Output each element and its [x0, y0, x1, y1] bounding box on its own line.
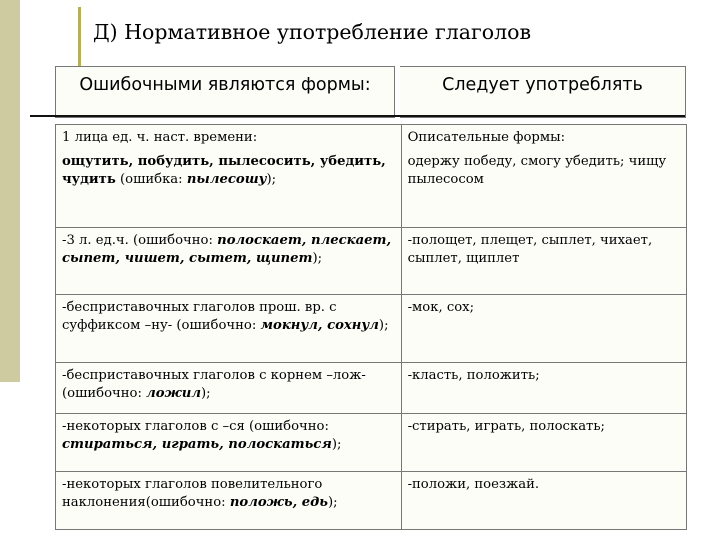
table-row — [56, 363, 687, 414]
correct-forms-text: одержу победу, смогу убедить; чищу пылесосом — [407, 154, 667, 187]
left-accent-bar — [0, 0, 20, 382]
correct-forms-text: -мок, сох; — [407, 300, 475, 315]
correct-form-cell — [401, 295, 686, 363]
correct-form-cell — [401, 472, 686, 530]
table-row — [56, 472, 687, 530]
wrong-forms-end: ); — [312, 251, 323, 266]
wrong-forms-italic: пылесошу — [186, 172, 267, 187]
wrong-forms-end: ); — [266, 172, 277, 187]
wrong-forms-text: -некоторых глаголов повелительного наклонения(ошибочно: — [62, 477, 323, 510]
correct-forms-text: -положи, поезжай. — [407, 477, 540, 492]
row-caption: 1 лица ед. ч. наст. времени: — [62, 130, 258, 145]
wrong-forms-end: ); — [378, 318, 389, 333]
header-wrong-forms: Ошибочными являются формы: — [55, 66, 395, 118]
wrong-forms-text: -бесприставочных глаголов прош. вр. с суффиксом –ну- (ошибочно: — [62, 300, 337, 333]
table-row — [56, 228, 687, 295]
verb-forms-table — [55, 124, 687, 530]
wrong-forms-bold: ощутить, побудить, пылесосить, убедить, чудить — [62, 154, 386, 187]
wrong-forms-end: ); — [201, 386, 211, 401]
decor-horizontal-line — [30, 115, 685, 117]
wrong-forms-text: -некоторых глаголов с –ся (ошибочно: — [62, 419, 329, 434]
wrong-forms-end: ); — [328, 495, 338, 510]
wrong-forms-italic: положь, едь — [229, 495, 329, 510]
wrong-form-cell — [56, 472, 402, 530]
wrong-forms-italic: стираться, играть, полоскаться — [62, 437, 332, 452]
wrong-forms-end: ); — [331, 437, 342, 452]
wrong-forms-italic: мокнул, сохнул — [260, 318, 379, 333]
wrong-form-cell — [56, 228, 402, 295]
correct-forms-text: -полощет, плещет, сыплет, чихает, сыплет, щиплет — [407, 233, 653, 266]
wrong-form-cell — [56, 363, 402, 414]
wrong-forms-text: -3 л. ед.ч. (ошибочно: — [62, 233, 218, 248]
row-caption: Описательные формы: — [407, 130, 566, 145]
correct-forms-text: -класть, положить; — [407, 368, 540, 383]
correct-form-cell — [401, 228, 686, 295]
correct-form-cell — [401, 414, 686, 472]
wrong-forms-italic: полоскает, плескает, сыпет, чишет, сытет, щипет — [62, 233, 392, 266]
wrong-form-cell — [56, 125, 402, 228]
slide-title: Д) Нормативное употребление глаголов — [93, 20, 531, 44]
wrong-forms-text: (ошибка: — [115, 172, 187, 187]
table-row — [56, 414, 687, 472]
wrong-form-cell — [56, 414, 402, 472]
wrong-forms-text: -бесприставочных глаголов с корнем –лож- (ошибочно: — [62, 368, 366, 401]
correct-forms-text: -стирать, играть, полоскать; — [407, 419, 605, 434]
wrong-form-cell — [56, 295, 402, 363]
table-row — [56, 295, 687, 363]
correct-form-cell — [401, 125, 686, 228]
header-correct-forms: Следует употреблять — [400, 66, 686, 118]
wrong-forms-italic: ложил — [146, 386, 202, 401]
table-row — [56, 125, 687, 228]
correct-form-cell — [401, 363, 686, 414]
